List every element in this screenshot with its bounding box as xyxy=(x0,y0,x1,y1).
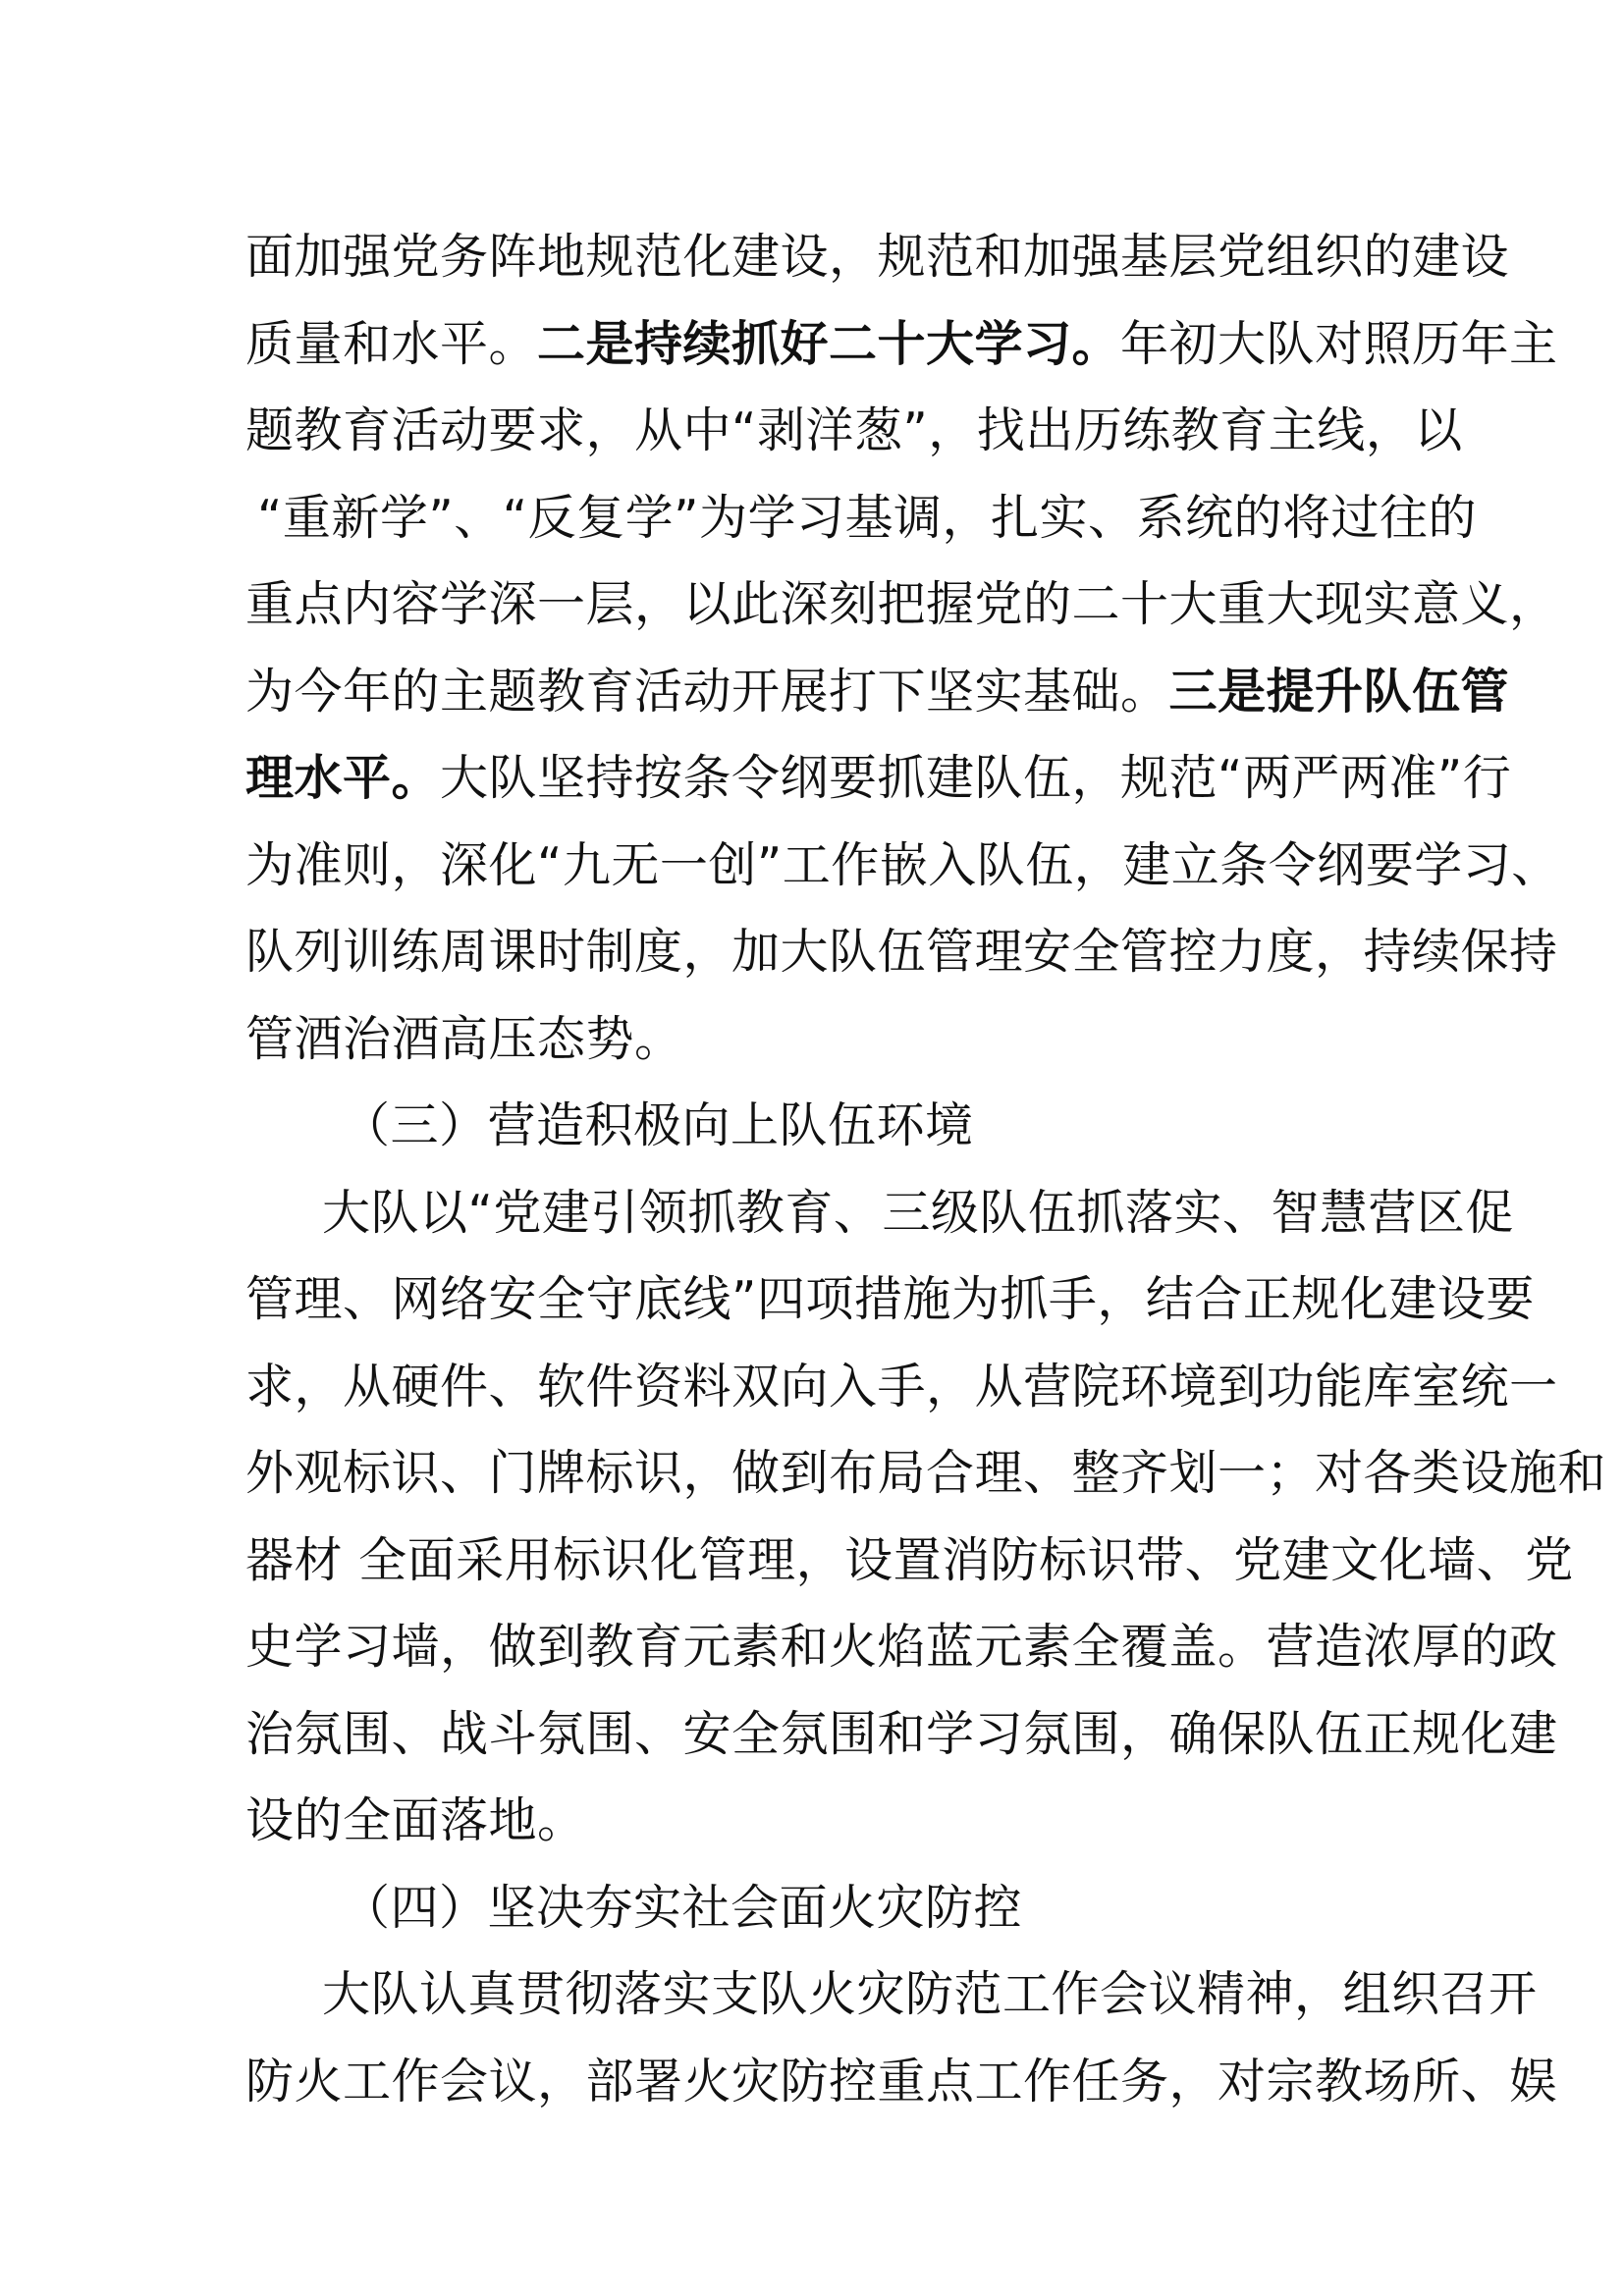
text-line-13 xyxy=(245,1256,1535,1344)
text-run: 防火工作会议，部署火灾防控重点工作任务，对宗教场所、娱 xyxy=(245,2053,1558,2109)
text-line-19 xyxy=(245,1778,1404,1865)
text-run: 重点内容学深一层，以此深刻把握党的二十大重大现实意义， xyxy=(245,576,1558,632)
text-run: 管酒治酒高压态势。 xyxy=(245,1010,683,1067)
text-line-16 xyxy=(245,1518,1574,1605)
bold-heading-run: 理水平。 xyxy=(245,750,441,806)
bold-heading-run: 二是持续抓好二十大学习。 xyxy=(537,315,1121,372)
text-run: “重新学”、“反复学”为学习基调，扎实、系统的将过往的 xyxy=(257,489,1478,546)
text-run: 队列训练周课时制度，加大队伍管理安全管控力度，持续保持 xyxy=(245,924,1558,980)
text-line-5 xyxy=(245,561,1558,649)
text-run: 年初大队对照历年主 xyxy=(1120,315,1558,372)
text-run: 大队坚持按条令纲要抓建队伍，规范“两严两准”行 xyxy=(440,750,1512,806)
text-line-22 xyxy=(245,2039,1558,2126)
text-run: 为今年的主题教育活动开展打下坚实基础。 xyxy=(245,663,1169,720)
text-run: 大队认真贯彻落实支队火灾防范工作会议精神，组织召开 xyxy=(322,1966,1538,2022)
text-line-7 xyxy=(245,735,1512,823)
text-run: 为准则，深化“九无一创”工作嵌入队伍，建立条令纲要学习、 xyxy=(245,836,1560,893)
text-run: 管理、网络安全守底线”四项措施为抓手，结合正规化建设要 xyxy=(245,1271,1535,1327)
text-line-3 xyxy=(245,388,1463,475)
text-line-1 xyxy=(245,214,1510,301)
text-line-4 xyxy=(245,475,1478,562)
section-heading-4 xyxy=(245,1865,1404,1952)
text-line-15 xyxy=(245,1430,1607,1518)
text-line-6 xyxy=(245,649,1510,736)
text-line-21 xyxy=(245,1951,1538,2039)
text-run: 治氛围、战斗氛围、安全氛围和学习氛围，确保队伍正规化建 xyxy=(245,1705,1558,1762)
text-run: （四）坚决夯实社会面火灾防控 xyxy=(342,1879,1023,1936)
text-line-18 xyxy=(245,1691,1558,1779)
text-run: 设的全面落地。 xyxy=(245,1792,586,1848)
text-line-9 xyxy=(245,909,1558,996)
text-run: 史学习墙，做到教育元素和火焰蓝元素全覆盖。营造浓厚的政 xyxy=(245,1619,1558,1675)
text-run: 质量和水平。 xyxy=(245,315,538,372)
text-run: 面加强党务阵地规范化建设，规范和加强基层党组织的建设 xyxy=(245,229,1510,285)
text-run: 大队以“党建引领抓教育、三级队伍抓落实、智慧营区促 xyxy=(322,1184,1514,1241)
text-line-12 xyxy=(245,1170,1514,1257)
text-run: 外观标识、门牌标识，做到布局合理、整齐划一；对各类设施和 xyxy=(245,1445,1607,1501)
text-line-17 xyxy=(245,1604,1558,1691)
section-heading-3 xyxy=(245,1083,1404,1170)
text-line-2 xyxy=(245,301,1558,389)
text-run: 器材 全面采用标识化管理，设置消防标识带、党建文化墙、党 xyxy=(245,1531,1574,1588)
text-line-8 xyxy=(245,823,1560,910)
bold-heading-run: 三是提升队伍管 xyxy=(1168,663,1510,720)
text-line-14 xyxy=(245,1344,1558,1431)
text-run: 求，从硬件、软件资料双向入手，从营院环境到功能库室统一 xyxy=(245,1358,1558,1415)
text-line-10 xyxy=(245,996,1404,1084)
document-page xyxy=(245,214,1607,2125)
text-run: （三）营造积极向上队伍环境 xyxy=(342,1097,974,1153)
text-run: 题教育活动要求，从中“剥洋葱”，找出历练教育主线，以 xyxy=(245,402,1463,458)
